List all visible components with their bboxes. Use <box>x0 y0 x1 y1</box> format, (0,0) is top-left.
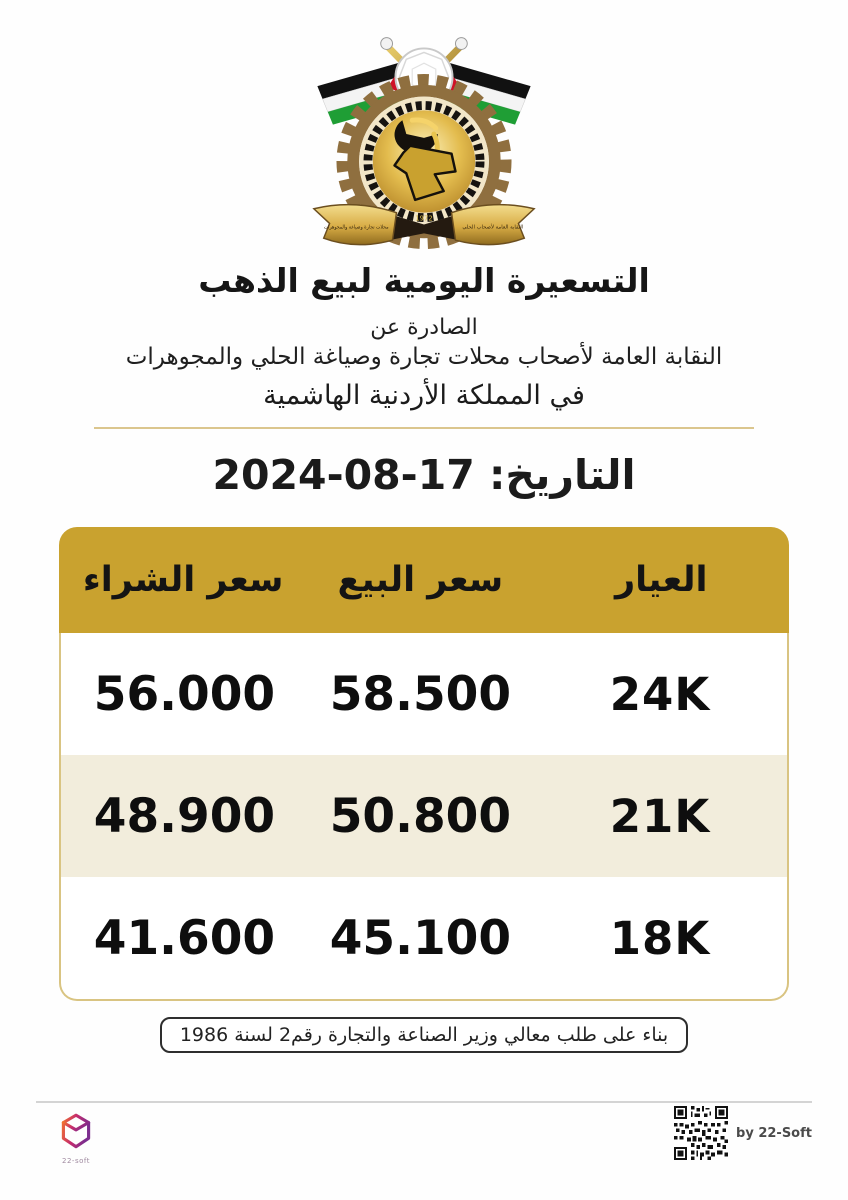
ribbon-right-label: النقابة العامة لأصحاب الحلي <box>462 224 522 231</box>
table-row <box>61 633 787 755</box>
cell-buy-price: 48.900 <box>93 788 276 844</box>
ribbon-left-label: محلات تجارة وصياغة والمجوهرات <box>323 224 389 231</box>
cell-sell-price: 50.800 <box>329 788 512 844</box>
kingdom-line: في المملكة الأردنية الهاشمية <box>263 380 585 412</box>
cell-karat: 24K <box>609 667 711 721</box>
cell-buy-price: 56.000 <box>93 666 276 722</box>
date-value: 17-08-2024 <box>212 451 475 500</box>
company-cube-logo <box>46 1112 106 1165</box>
cell-karat: 21K <box>609 789 711 843</box>
emblem-logo <box>0 0 848 256</box>
qr-branding <box>674 1106 812 1160</box>
issued-by-line: الصادرة عن <box>370 315 478 341</box>
price-table <box>59 527 789 1001</box>
header-cell-sell: سعر البيع <box>337 560 504 601</box>
date-line <box>0 451 848 499</box>
table-row <box>61 877 787 999</box>
page-title: التسعيرة اليومية لبيع الذهب <box>198 261 650 300</box>
footer-divider <box>36 1101 812 1103</box>
qr-code-icon <box>674 1106 728 1160</box>
cube-icon <box>55 1112 97 1152</box>
table-body <box>59 633 789 1001</box>
table-header <box>59 527 789 633</box>
cell-karat: 18K <box>609 911 711 965</box>
organization-line: النقابة العامة لأصحاب محلات تجارة وصياغة الحلي والمجوهرات <box>125 344 723 371</box>
ministry-note: بناء على طلب معالي وزير الصناعة والتجارة رقم2 لسنة 1986 <box>160 1017 688 1053</box>
cell-buy-price: 41.600 <box>93 910 276 966</box>
header-cell-buy: سعر الشراء <box>82 560 284 601</box>
gold-divider <box>94 427 754 429</box>
emblem-year-label: 1972 <box>415 214 433 223</box>
company-logo-label: 22-soft <box>62 1157 90 1165</box>
cell-sell-price: 45.100 <box>329 910 512 966</box>
cell-sell-price: 58.500 <box>329 666 512 722</box>
header-cell-karat: العيار <box>615 560 708 601</box>
table-row <box>61 755 787 877</box>
qr-byline: by 22-Soft <box>736 1125 812 1141</box>
syndicate-emblem-icon <box>293 16 555 252</box>
date-label: التاريخ: <box>489 451 636 500</box>
